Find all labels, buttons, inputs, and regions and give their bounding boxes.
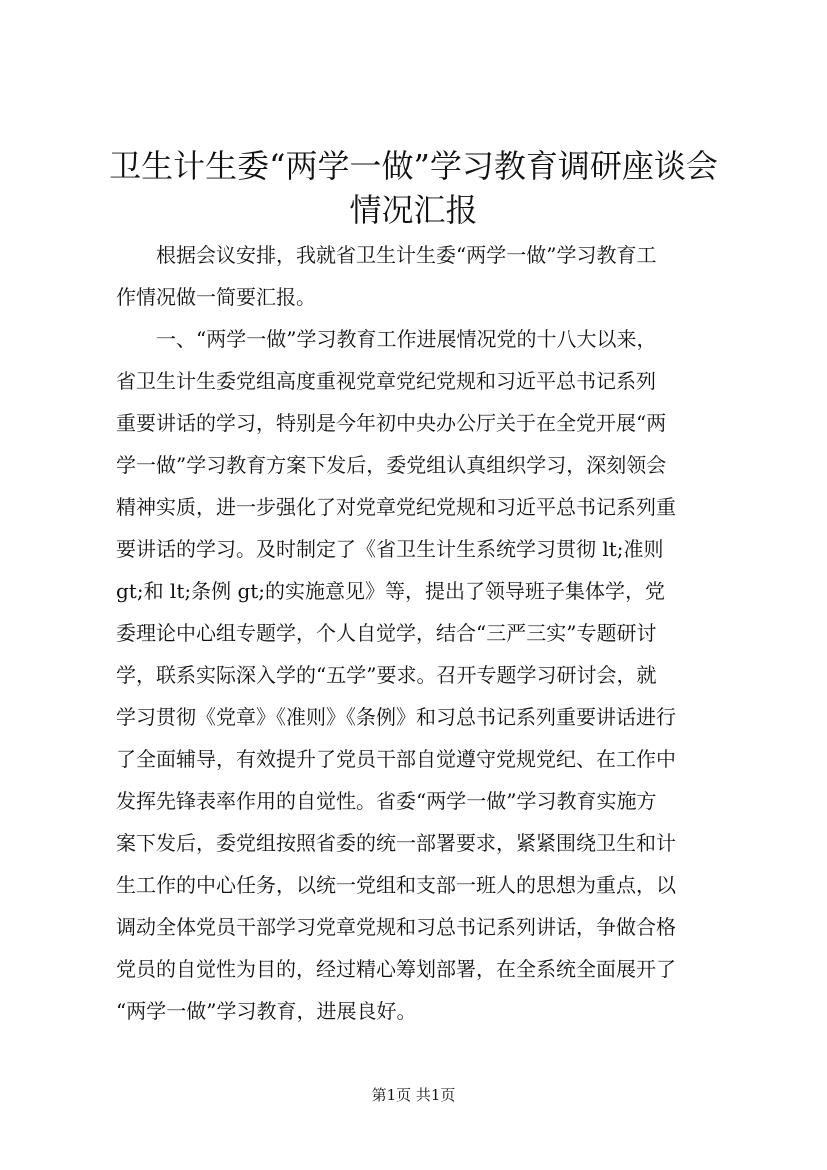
body-line: gt;和 lt;条例 gt;的实施意见》等，提出了领导班子集体学，党 bbox=[116, 579, 666, 603]
body-line: 调动全体党员干部学习党章党规和习总书记系列讲话，争做合格 bbox=[116, 915, 676, 939]
body-line: 发挥先锋表率作用的自觉性。省委“两学一做”学习教育实施方 bbox=[116, 789, 657, 813]
body-line: 作情况做一简要汇报。 bbox=[116, 285, 316, 309]
body-line: 根据会议安排，我就省卫生计生委“两学一做”学习教育工 bbox=[116, 243, 657, 267]
body-line: 省卫生计生委党组高度重视党章党纪党规和习近平总书记系列 bbox=[116, 369, 656, 393]
document-title-line-1: 卫生计生委“两学一做”学习教育调研座谈会 bbox=[109, 147, 718, 185]
body-line: 委理论中心组专题学，个人自觉学，结合“三严三实”专题研讨 bbox=[116, 621, 657, 645]
page-footer: 第1页 共1页 bbox=[371, 1086, 456, 1104]
body-line: “两学一做”学习教育，进展良好。 bbox=[116, 999, 417, 1023]
document-title-line-2: 情况汇报 bbox=[349, 191, 478, 229]
body-line: 要讲话的学习。及时制定了《省卫生计生系统学习贯彻 lt;准则 bbox=[116, 537, 664, 561]
body-line: 精神实质，进一步强化了对党章党纪党规和习近平总书记系列重 bbox=[116, 495, 676, 519]
body-line: 一、“两学一做”学习教育工作进展情况党的十八大以来， bbox=[116, 327, 657, 351]
body-line: 重要讲话的学习，特别是今年初中央办公厅关于在全党开展“两 bbox=[116, 411, 667, 435]
body-line: 学一做”学习教育方案下发后，委党组认真组织学习，深刻领会 bbox=[116, 453, 667, 477]
body-line: 了全面辅导，有效提升了党员干部自觉遵守党规党纪、在工作中 bbox=[116, 747, 676, 771]
body-line: 学习贯彻《党章》《准则》《条例》和习总书记系列重要讲话进行 bbox=[116, 705, 676, 729]
body-line: 学，联系实际深入学的“五学”要求。召开专题学习研讨会，就 bbox=[116, 663, 657, 687]
body-line: 案下发后，委党组按照省委的统一部署要求，紧紧围绕卫生和计 bbox=[116, 831, 676, 855]
body-line: 党员的自觉性为目的，经过精心筹划部署，在全系统全面展开了 bbox=[116, 957, 676, 981]
body-line: 生工作的中心任务，以统一党组和支部一班人的思想为重点，以 bbox=[116, 873, 676, 897]
